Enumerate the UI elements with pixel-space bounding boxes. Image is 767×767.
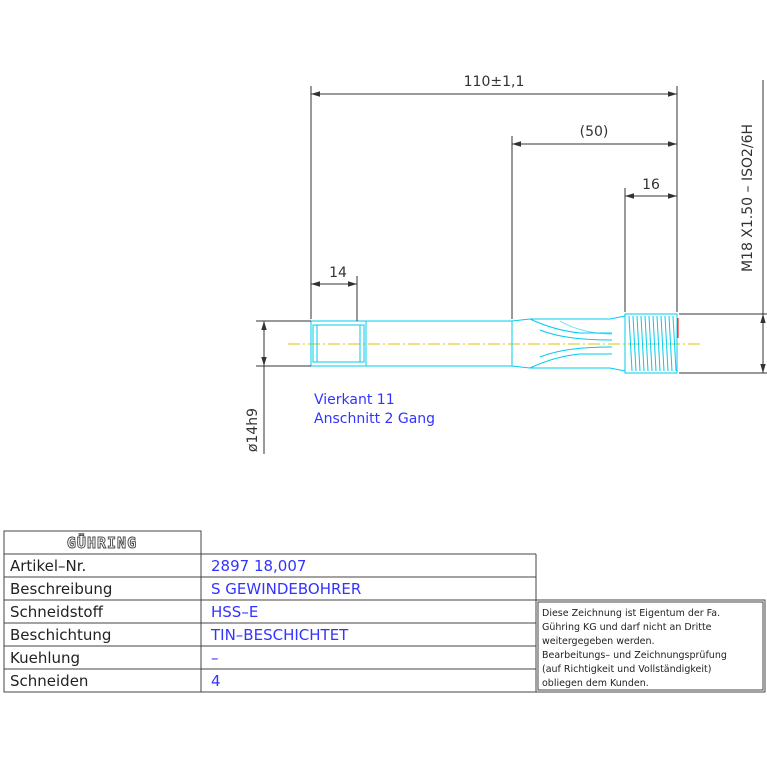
title-block-row [10, 626, 349, 644]
flutes-label: Schneiden [10, 672, 89, 690]
disclaimer-line: Bearbeitungs– und Zeichnungsprüfung [542, 650, 727, 661]
overall-length-label: 110±1,1 [463, 74, 525, 90]
material-value: HSS–E [211, 603, 259, 621]
thread-length-label: (50) [579, 124, 609, 140]
title-block-row [10, 672, 221, 690]
coating-label: Beschichtung [10, 626, 112, 644]
shank-diameter-label: ø14h9 [245, 407, 261, 453]
disclaimer-text [542, 608, 727, 689]
chamfer-length-label: 16 [642, 177, 660, 193]
description-value: S GEWINDEBOHRER [211, 580, 362, 598]
square-length-label: 14 [329, 265, 347, 281]
thread-hatch-line [665, 316, 668, 371]
title-block-row [10, 649, 219, 667]
chamfer-note: Anschnitt 2 Gang [314, 411, 436, 427]
disclaimer-line: obliegen dem Kunden. [542, 678, 649, 689]
disclaimer-line: weitergegeben werden. [542, 636, 655, 647]
thread-spec-label: M18 X1.50 – ISO2/6H [740, 123, 756, 273]
cooling-value: – [211, 649, 219, 667]
flutes-value: 4 [211, 672, 221, 690]
title-block-row [10, 603, 258, 621]
material-label: Schneidstoff [10, 603, 103, 621]
disclaimer-line: Gühring KG und darf nicht an Dritte [542, 622, 712, 633]
article-number-label: Artikel–Nr. [10, 557, 87, 575]
article-number-value: 2897 18,007 [211, 557, 307, 575]
cooling-label: Kuehlung [10, 649, 81, 667]
guehring-logo: GÜHRING [66, 534, 138, 552]
tap-part-drawing [288, 314, 700, 373]
disclaimer-line: Diese Zeichnung ist Eigentum der Fa. [542, 608, 721, 619]
thread-hatch-line [645, 316, 648, 371]
title-block-row [10, 580, 361, 598]
disclaimer-line: (auf Richtigkeit und Vollständigkeit) [542, 664, 712, 675]
description-label: Beschreibung [10, 580, 113, 598]
title-block-row [10, 557, 306, 575]
coating-value: TIN–BESCHICHTET [211, 626, 349, 644]
square-note: Vierkant 11 [314, 392, 395, 408]
